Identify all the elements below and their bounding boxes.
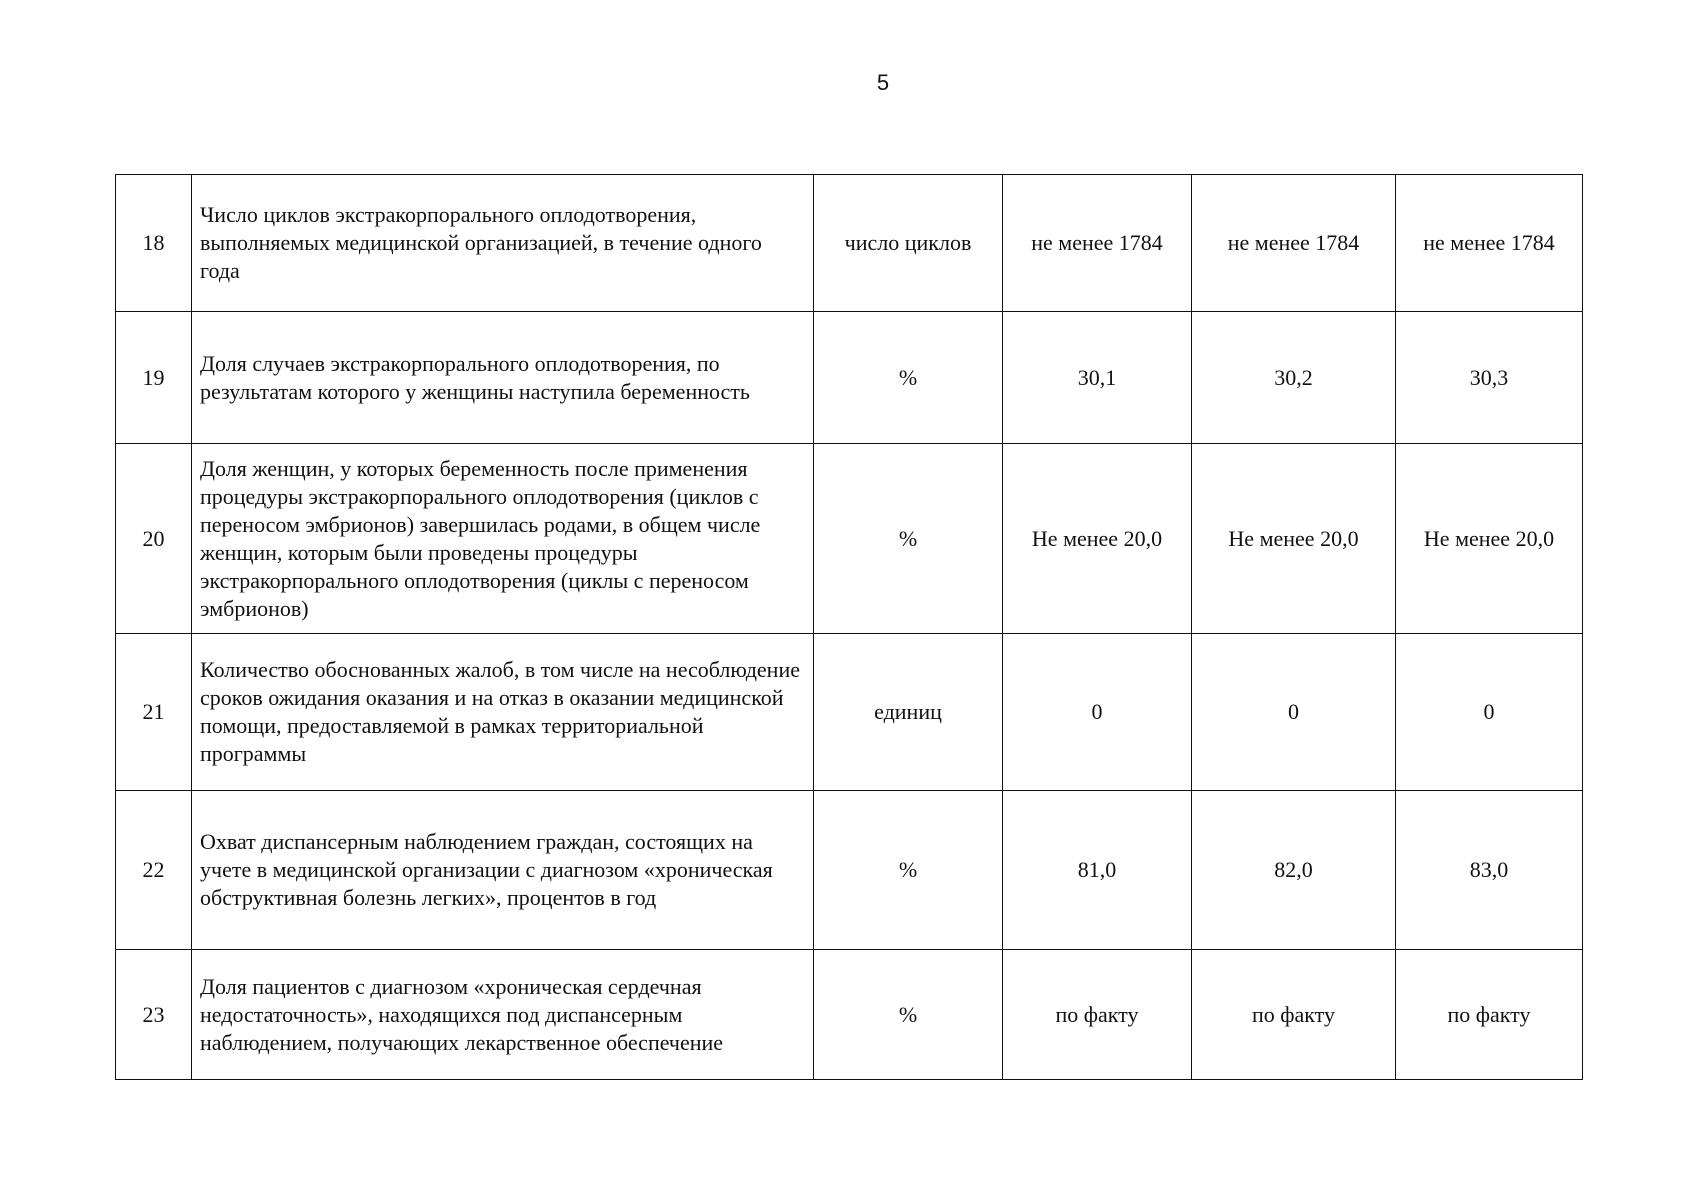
value-year-2: 82,0 xyxy=(1192,791,1396,950)
row-number: 20 xyxy=(116,444,192,634)
table-row xyxy=(116,634,1583,791)
value-year-1: Не менее 20,0 xyxy=(1003,444,1192,634)
unit-cell: % xyxy=(814,950,1003,1080)
unit-cell: число циклов xyxy=(814,175,1003,312)
value-year-2: по факту xyxy=(1192,950,1396,1080)
table-row xyxy=(116,312,1583,444)
value-year-3: Не менее 20,0 xyxy=(1396,444,1583,634)
unit-cell: % xyxy=(814,312,1003,444)
value-year-3: 83,0 xyxy=(1396,791,1583,950)
indicator-name: Количество обоснованных жалоб, в том числе на несоблюдение сроков ожидания оказания и на отказ в оказании медицинской помощи, предоставляемой в рамках территориальной программы xyxy=(192,634,814,791)
value-year-1: 81,0 xyxy=(1003,791,1192,950)
row-number: 21 xyxy=(116,634,192,791)
row-number: 18 xyxy=(116,175,192,312)
indicators-table xyxy=(115,174,1583,1080)
row-number: 23 xyxy=(116,950,192,1080)
indicator-name: Доля пациентов с диагнозом «хроническая сердечная недостаточность», находящихся под диспансерным наблюдением, получающих лекарственное обеспечение xyxy=(192,950,814,1080)
indicator-name: Доля случаев экстракорпорального оплодотворения, по результатам которого у женщины наступила беременность xyxy=(192,312,814,444)
indicator-name: Число циклов экстракорпорального оплодотворения, выполняемых медицинской организацией, в течение одного года xyxy=(192,175,814,312)
table-row xyxy=(116,175,1583,312)
unit-cell: единиц xyxy=(814,634,1003,791)
value-year-1: 0 xyxy=(1003,634,1192,791)
value-year-3: 30,3 xyxy=(1396,312,1583,444)
value-year-2: 0 xyxy=(1192,634,1396,791)
row-number: 19 xyxy=(116,312,192,444)
value-year-2: не менее 1784 xyxy=(1192,175,1396,312)
value-year-2: 30,2 xyxy=(1192,312,1396,444)
indicator-name: Охват диспансерным наблюдением граждан, состоящих на учете в медицинской организации с диагнозом «хроническая обструктивная болезнь легких», процентов в год xyxy=(192,791,814,950)
page-number: 5 xyxy=(876,70,890,95)
unit-cell: % xyxy=(814,444,1003,634)
unit-cell: % xyxy=(814,791,1003,950)
table-row xyxy=(116,444,1583,634)
value-year-1: 30,1 xyxy=(1003,312,1192,444)
value-year-3: по факту xyxy=(1396,950,1583,1080)
row-number: 22 xyxy=(116,791,192,950)
value-year-2: Не менее 20,0 xyxy=(1192,444,1396,634)
table-row xyxy=(116,791,1583,950)
value-year-1: не менее 1784 xyxy=(1003,175,1192,312)
value-year-3: не менее 1784 xyxy=(1396,175,1583,312)
table-row xyxy=(116,950,1583,1080)
value-year-1: по факту xyxy=(1003,950,1192,1080)
value-year-3: 0 xyxy=(1396,634,1583,791)
indicator-name: Доля женщин, у которых беременность после применения процедуры экстракорпорального оплодотворения (циклов с переносом эмбрионов) завершилась родами, в общем числе женщин, которым были проведены процедуры экстракорпорального оплодотворения (циклы с переносом эмбрионов) xyxy=(192,444,814,634)
